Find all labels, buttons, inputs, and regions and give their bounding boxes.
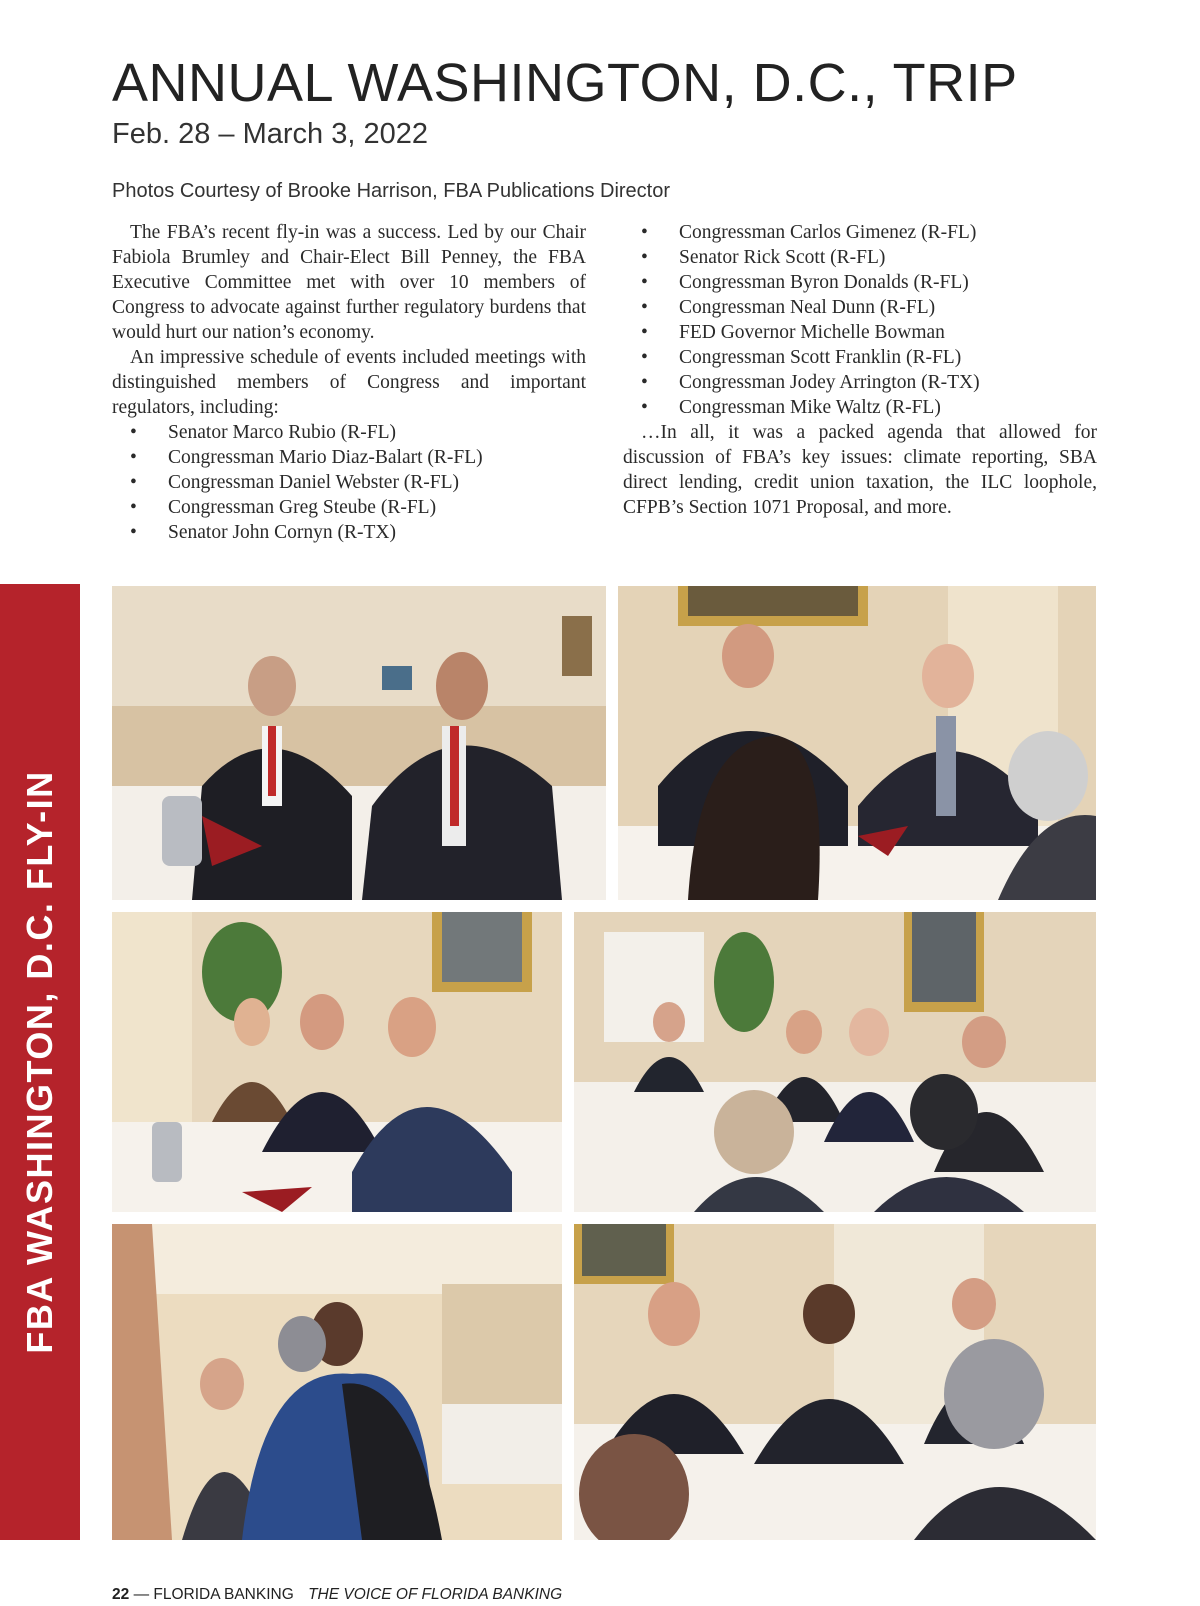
publication-name: — FLORIDA BANKING (133, 1586, 294, 1603)
event-photo (112, 586, 606, 900)
section-sidebar-label: FBA WASHINGTON, D.C. FLY-IN (19, 770, 60, 1354)
photo-credit: Photos Courtesy of Brooke Harrison, FBA Publications Director (112, 180, 671, 202)
list-item: • Senator Marco Rubio (R-FL) (112, 420, 586, 445)
list-item: • Congressman Jodey Arrington (R-TX) (623, 370, 1097, 395)
article-paragraph: The FBA’s recent fly-in was a success. Led by our Chair Fabiola Brumley and Chair-Elect Bill Penney, the FBA Executive Committee met with over 10 members of Congress to advocate against further regulatory burdens that would hurt our nation’s economy. (112, 222, 586, 343)
page-title: ANNUAL WASHINGTON, D.C., TRIP (112, 53, 1018, 113)
event-photo (618, 586, 1096, 900)
page-number: 22 (112, 1586, 130, 1603)
list-item: • Senator Rick Scott (R-FL) (623, 245, 1097, 270)
event-dates: Feb. 28 – March 3, 2022 (112, 118, 428, 150)
attendee-list-right (623, 220, 1097, 420)
list-item: • Senator John Cornyn (R-TX) (112, 520, 586, 545)
list-item: • Congressman Daniel Webster (R-FL) (112, 470, 586, 495)
attendee-list-left (112, 420, 586, 545)
event-photo (574, 912, 1096, 1212)
article-left-column (112, 220, 586, 545)
article-right-column (623, 220, 1097, 520)
list-item: • Congressman Carlos Gimenez (R-FL) (623, 220, 1097, 245)
list-item: • Congressman Mario Diaz-Balart (R-FL) (112, 445, 586, 470)
list-item: • Congressman Greg Steube (R-FL) (112, 495, 586, 520)
list-item: • Congressman Byron Donalds (R-FL) (623, 270, 1097, 295)
list-item: • Congressman Mike Waltz (R-FL) (623, 395, 1097, 420)
list-item: • FED Governor Michelle Bowman (623, 320, 1097, 345)
article-paragraph: An impressive schedule of events included meetings with distinguished members of Congress and important regulators, including: (112, 347, 586, 418)
list-item: • Congressman Scott Franklin (R-FL) (623, 345, 1097, 370)
publication-tagline: THE VOICE OF FLORIDA BANKING (308, 1586, 563, 1603)
page-footer (112, 1586, 562, 1604)
event-photo (112, 1224, 562, 1540)
event-photo (574, 1224, 1096, 1540)
article-closing: …In all, it was a packed agenda that allowed for discussion of FBA’s key issues: climate reporting, SBA direct lending, credit union taxation, the ILC loophole, CFPB’s Section 1071 Proposal, and more. (623, 422, 1097, 518)
list-item: • Congressman Neal Dunn (R-FL) (623, 295, 1097, 320)
event-photo (112, 912, 562, 1212)
